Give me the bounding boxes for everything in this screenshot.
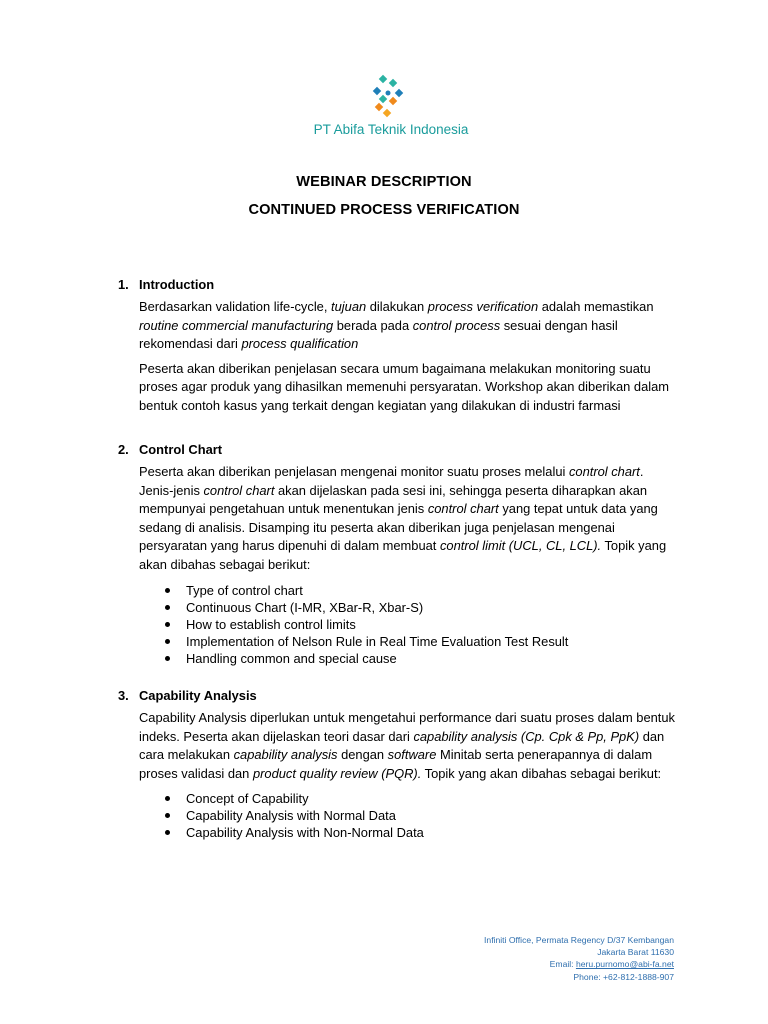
list-item: Concept of Capability xyxy=(118,790,678,807)
italic-text: software xyxy=(387,747,437,763)
italic-text: routine commercial manufacturing xyxy=(139,317,334,333)
paragraph-text: sesuai dengan hasil rekomendasi dari xyxy=(139,317,618,352)
list-item: Capability Analysis with Non-Normal Data xyxy=(118,824,678,841)
list-item: How to establish control limits xyxy=(118,616,678,633)
document-title: WEBINAR DESCRIPTION xyxy=(296,174,472,190)
section-introduction xyxy=(118,275,678,416)
section-capability-analysis xyxy=(118,686,678,841)
italic-text: process qualification xyxy=(241,336,359,352)
footer-city: Jakarta Barat 11630 xyxy=(597,947,674,958)
italic-text: tujuan xyxy=(331,299,367,314)
section-heading: Introduction xyxy=(139,277,215,292)
section-paragraph xyxy=(139,360,678,416)
footer-phone: Phone: +62-812-1888-907 xyxy=(573,971,674,982)
italic-text: control chart xyxy=(568,464,640,479)
company-name: PT Abifa Teknik Indonesia xyxy=(313,122,469,137)
list-item: Continuous Chart (I-MR, XBar-R, Xbar-S) xyxy=(118,599,678,616)
document-subtitle: CONTINUED PROCESS VERIFICATION xyxy=(248,202,520,218)
list-item: Type of control chart xyxy=(118,582,678,599)
paragraph-text: Minitab serta penerapannya di dalam proses validasi dan xyxy=(139,747,653,781)
footer-address: Infiniti Office, Permata Regency D/37 Kembangan xyxy=(484,935,674,945)
section-control-chart xyxy=(118,440,678,667)
paragraph-text: Capability Analysis diperlukan untuk mengetahui performance dari suatu proses dalam bentuk indeks. Peserta akan dijelaskan teori dasar dari xyxy=(139,710,675,744)
footer-email-link[interactable]: heru.purnomo@abi-fa.net xyxy=(575,959,674,970)
paragraph-text: yang tepat untuk data yang sedang di analisis. Disamping itu peserta akan diberikan juga penjelasan mengenai persyaratan yang harus dipenuhi di dalam membuat xyxy=(139,501,658,554)
paragraph-text: dengan xyxy=(337,747,388,763)
list-item: Capability Analysis with Normal Data xyxy=(118,807,678,824)
paragraph-text: berada pada xyxy=(333,317,413,333)
list-item: Handling common and special cause xyxy=(118,650,678,667)
paragraph-text: adalah memastikan xyxy=(538,299,654,314)
italic-text: control limit (UCL, CL, LCL). xyxy=(439,538,602,554)
paragraph-text: akan dijelaskan pada sesi ini, sehingga peserta diharapkan akan mempunyai pengetahuan untuk menentukan jenis xyxy=(139,482,648,517)
italic-text: process verification xyxy=(427,299,539,314)
italic-text: control chart xyxy=(427,501,499,517)
paragraph-text: dan cara melakukan xyxy=(139,728,665,763)
bullet-list xyxy=(118,790,678,841)
company-logo-icon xyxy=(370,74,406,120)
italic-text: capability analysis (Cp. Cpk & Pp, PpK) xyxy=(413,728,640,744)
italic-text: capability analysis xyxy=(233,747,338,763)
section-paragraph xyxy=(139,463,678,575)
footer-contact xyxy=(484,934,674,983)
italic-text: product quality review (PQR). xyxy=(252,765,422,781)
italic-text: control process xyxy=(412,317,501,333)
paragraph-text: Peserta akan diberikan penjelasan mengenai monitor suatu proses melalui xyxy=(139,464,569,479)
paragraph-text: Peserta akan diberikan penjelasan secara umum bagaimana melakukan monitoring suatu proses agar produk yang dihasilkan memenuhi persyaratan. Workshop akan diberikan dalam bentuk contoh kasus yang terkait dengan kegiatan yang dilakukan di industri farmasi xyxy=(139,360,670,413)
footer-email-label: Email: xyxy=(549,959,576,970)
list-item: Implementation of Nelson Rule in Real Time Evaluation Test Result xyxy=(118,633,678,650)
section-number: 3. xyxy=(118,688,129,703)
paragraph-text: . Jenis-jenis xyxy=(139,464,644,498)
section-paragraph xyxy=(139,298,678,354)
section-heading: Capability Analysis xyxy=(139,688,257,703)
paragraph-text: Topik yang akan dibahas sebagai berikut: xyxy=(421,765,662,781)
section-heading: Control Chart xyxy=(139,442,223,457)
section-number: 1. xyxy=(118,277,129,292)
paragraph-text: Topik yang akan dibahas sebagai berikut: xyxy=(139,538,667,572)
section-number: 2. xyxy=(118,442,129,457)
paragraph-text: dilakukan xyxy=(366,299,428,314)
section-paragraph xyxy=(139,709,678,783)
italic-text: control chart xyxy=(203,482,275,498)
bullet-list xyxy=(118,582,678,667)
paragraph-text: Berdasarkan validation life-cycle, xyxy=(139,299,332,314)
